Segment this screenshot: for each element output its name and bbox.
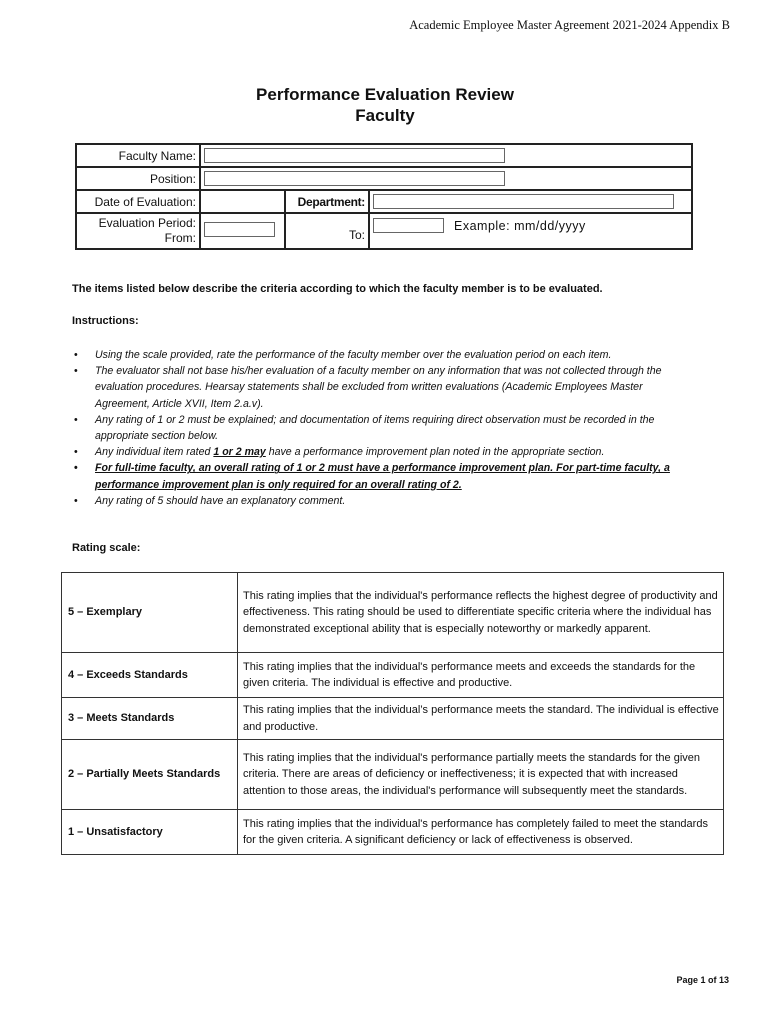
faculty-name-label: Faculty Name:	[76, 144, 200, 167]
period-to-cell	[369, 213, 692, 249]
criteria-intro: The items listed below describe the criteria according to which the faculty member is to be evaluated.	[72, 283, 603, 295]
instruction-item: • Using the scale provided, rate the performance of the faculty member over the evaluation period on each item.	[72, 347, 682, 363]
date-of-evaluation-cell[interactable]	[200, 190, 285, 213]
instruction-text: have a performance improvement plan noted in the appropriate section.	[265, 446, 605, 459]
faculty-info-form	[75, 143, 693, 250]
instructions-list	[72, 347, 682, 509]
instruction-item	[72, 444, 682, 460]
rating-row	[62, 573, 724, 653]
department-label: Department:	[285, 190, 369, 213]
rating-description: This rating implies that the individual's performance reflects the highest degree of productivity and effectiveness. This rating should be used to differentiate specific criteria where the individual has demonstrated exceptional ability that is especially noteworthy or markedly apparent.	[238, 573, 724, 653]
faculty-name-cell	[200, 144, 692, 167]
position-cell	[200, 167, 692, 190]
rating-row	[62, 653, 724, 698]
period-to-field[interactable]	[373, 218, 444, 233]
instructions-heading: Instructions:	[72, 315, 139, 327]
rating-description: This rating implies that the individual's performance partially meets the standards for the given criteria. There are areas of deficiency or ineffectiveness; it is expected that with increased attention to those areas, the individual's performance will subsequently meet the standards.	[238, 740, 724, 810]
rating-label: 4 – Exceeds Standards	[62, 653, 238, 698]
to-text: To:	[348, 228, 365, 242]
title-line-1: Performance Evaluation Review	[256, 85, 514, 104]
from-text: From:	[164, 231, 196, 245]
header-title: Academic Employee Master Agreement 2021-2024 Appendix B	[409, 18, 730, 32]
rating-row	[62, 740, 724, 810]
instruction-item: • For full-time faculty, an overall rating of 1 or 2 must have a performance improvement plan. For part-time faculty, a performance improvement plan is only required for an overall rating of 2.	[72, 460, 682, 492]
page-title	[0, 84, 770, 126]
period-from-cell	[200, 213, 285, 249]
rating-scale-heading: Rating scale:	[72, 542, 141, 554]
department-cell	[369, 190, 692, 213]
instruction-item: • Any rating of 1 or 2 must be explained; and documentation of items requiring direct observation must be recorded in the appropriate section below.	[72, 412, 682, 444]
to-label	[285, 213, 369, 249]
title-line-2: Faculty	[355, 106, 415, 125]
page-number: Page 1 of 13	[676, 975, 729, 985]
evaluation-period-text: Evaluation Period:	[98, 216, 196, 230]
evaluation-period-label	[76, 213, 200, 249]
instruction-item: • The evaluator shall not base his/her evaluation of a faculty member on any information that was not collected through the evaluation procedures. Hearsay statements shall be excluded from written evaluations (Academic Employees Master Agreement, Article XVII, Item 2.a.v).	[72, 363, 682, 412]
position-label: Position:	[76, 167, 200, 190]
faculty-name-field[interactable]	[204, 148, 505, 163]
position-field[interactable]	[204, 171, 505, 186]
instruction-text: Any individual item rated	[95, 446, 214, 459]
period-from-field[interactable]	[204, 222, 275, 237]
rating-label: 1 – Unsatisfactory	[62, 810, 238, 855]
date-of-evaluation-label: Date of Evaluation:	[76, 190, 200, 213]
rating-description: This rating implies that the individual's performance has completely failed to meet the standards for the given criteria. A significant deficiency or lack of effectiveness is observed.	[238, 810, 724, 855]
rating-row	[62, 810, 724, 855]
date-format-example: Example: mm/dd/yyyy	[454, 218, 586, 233]
rating-scale-table	[61, 572, 724, 855]
rating-label: 3 – Meets Standards	[62, 698, 238, 740]
rating-row	[62, 698, 724, 740]
instruction-emphasis: 1 or 2 may	[213, 446, 266, 459]
rating-description: This rating implies that the individual's performance meets and exceeds the standards for the given criteria. The individual is effective and productive.	[238, 653, 724, 698]
department-field[interactable]	[373, 194, 674, 209]
rating-description: This rating implies that the individual’s performance meets the standard. The individual is effective and productive.	[238, 698, 724, 740]
rating-label: 2 – Partially Meets Standards	[62, 740, 238, 810]
rating-label: 5 – Exemplary	[62, 573, 238, 653]
instruction-item: • Any rating of 5 should have an explanatory comment.	[72, 493, 682, 509]
